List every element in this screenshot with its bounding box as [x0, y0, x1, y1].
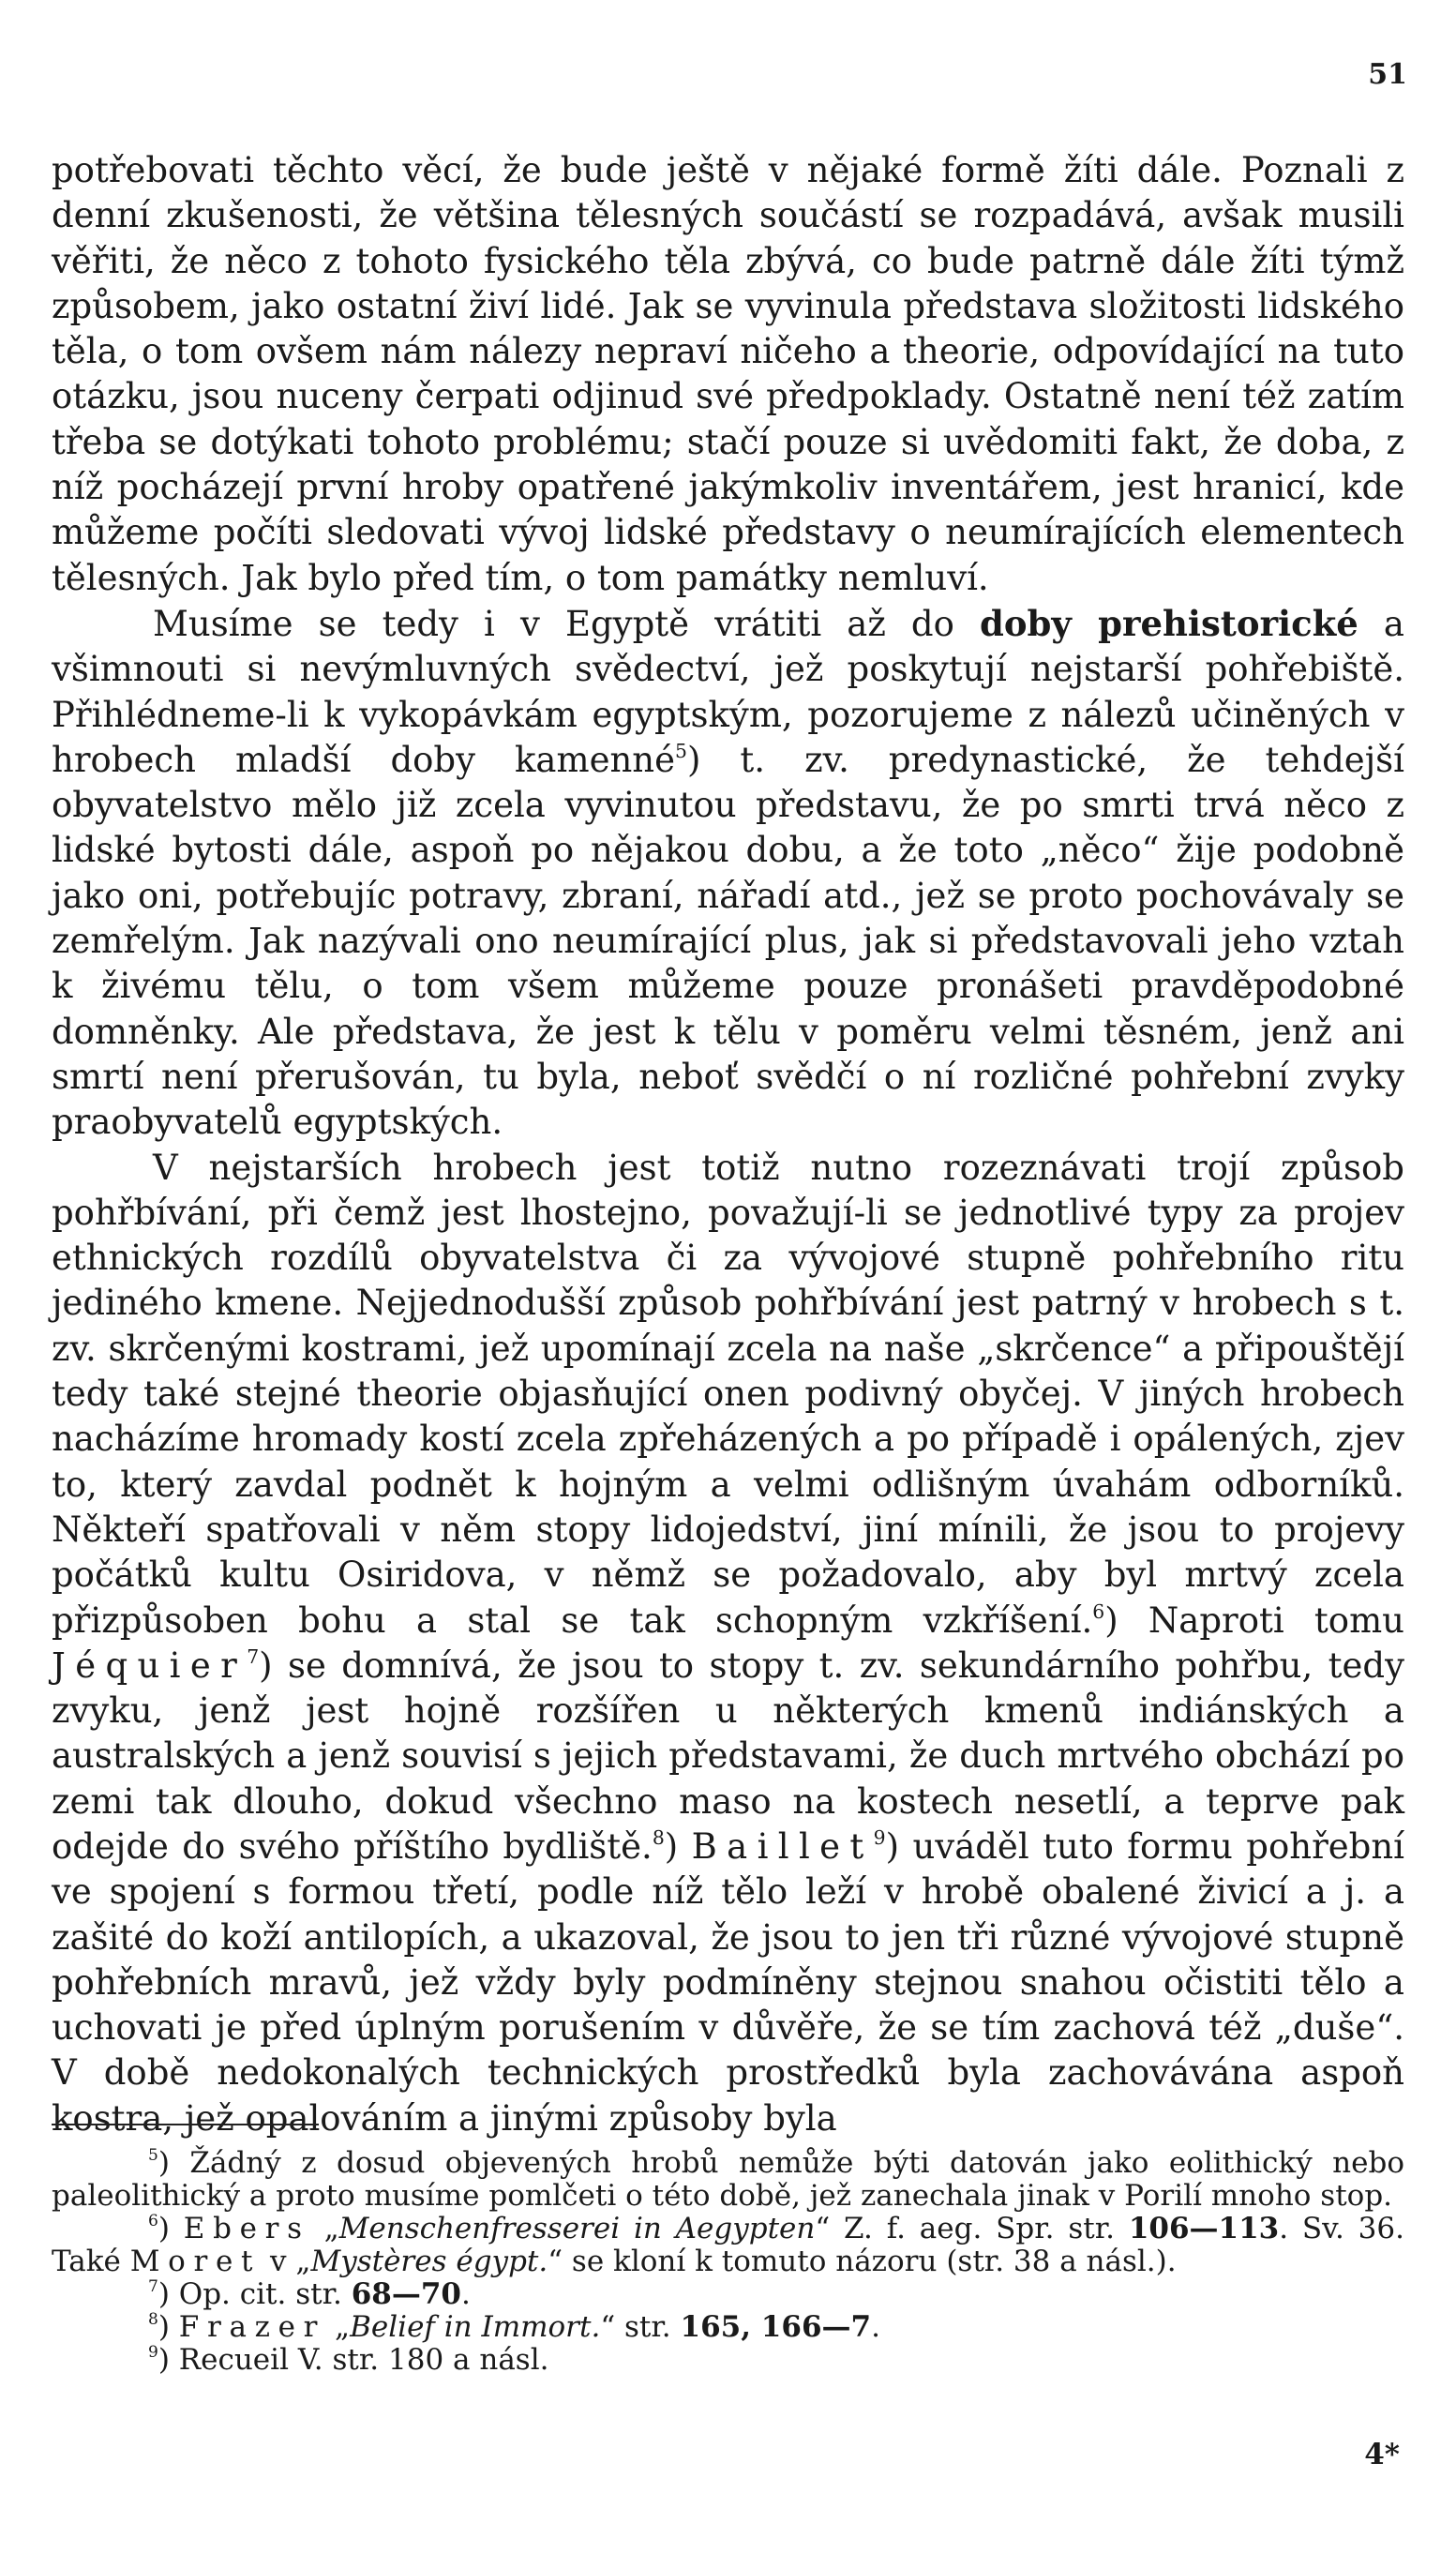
footnote-6-text-d: . Sv. 36. Také	[52, 2212, 1404, 2278]
page-number: 51	[1368, 58, 1407, 91]
footnote-8-text-d: .	[871, 2310, 880, 2344]
title-mysteres: Mystères égypt.	[310, 2245, 548, 2278]
footnote-7-end: .	[460, 2277, 471, 2311]
author-frazer: Frazer	[178, 2310, 326, 2344]
footnote-ref-8[interactable]: 8	[652, 1825, 665, 1849]
printer-signature: 4*	[1364, 2438, 1400, 2471]
footnote-num-8: 8	[148, 2310, 158, 2330]
footnote-7-text: ) Op. cit. str.	[158, 2277, 352, 2311]
paragraph-2-text-b: a všimnouti si nevýmluvných svědectví, jež poskytují nejstarší pohřebiště. Přihlédneme-li k vykopávkám egyptským, pozorujeme z nálezů učiněných v hrobech mladší doby kamenné	[52, 603, 1404, 780]
footnote-num-5: 5	[148, 2146, 158, 2166]
footnote-6-text-e: v „	[261, 2245, 311, 2278]
footnote-8-pages: 165, 166—7	[680, 2310, 872, 2344]
title-menschenfresserei: Menschenfresserei in Aegypten	[338, 2212, 816, 2245]
footnote-8	[52, 2311, 1404, 2344]
footnote-7-pages: 68—70	[351, 2277, 461, 2311]
footnote-6-text-c: “ Z. f. aeg. Spr. str.	[815, 2212, 1129, 2245]
paragraph-3	[52, 1146, 1404, 2142]
footnote-5	[52, 2147, 1404, 2213]
footnote-ref-7[interactable]: 7	[247, 1644, 260, 1668]
footnote-7	[52, 2278, 1404, 2311]
footnote-num-7: 7	[148, 2277, 158, 2297]
author-ebers: Ebers	[183, 2212, 310, 2245]
footnote-num-6: 6	[148, 2212, 158, 2231]
footnote-8-text-b: „	[325, 2310, 351, 2344]
footnote-6-text-a: )	[158, 2212, 184, 2245]
paragraph-2-text-c: ) t. zv. predynastické, že tehdejší obyvatelstvo mělo již zcela vyvinutou představu, že po smrti trvá něco z lidské bytosti dále, aspoň po nějakou dobu, a že toto „něco“ žije podobně jako oni, potřebujíc potravy, zbraní, nářadí atd., jež se proto pochovávaly se zemřelým. Jak nazývali ono neumírající plus, jak si představovali jeho vztah k živému tělu, o tom všem můžeme pouze pronášeti pravděpodobné domněnky. Ale představa, že jest k tělu v poměru velmi těsném, jenž ani smrtí není přerušován, tu byla, neboť svědčí o ní rozličné pohřební zvyky praobyvatelů egyptských.	[52, 739, 1404, 1143]
author-baillet: Baillet	[691, 1825, 874, 1867]
paragraph-3-text-e: ) uváděl tuto formu pohřební ve spojení s formou třetí, podle níž tělo leží v hrobě obalené živicí a j. a zašité do koží antilopích, a ukazoval, že jsou to jen tři různé vývojové stupně pohřebních mravů, jež vždy byly podmíněny stejnou snahou očistiti tělo a uchovati je před úplným porušením v důvěře, že se tím zachová též „duše“. V době nedokonalých technických prostředků byla zachovávána aspoň kostra, jež opalováním a jinými způsoby byla	[52, 1825, 1405, 2139]
footnote-9-text: ) Recueil V. str. 180 a násl.	[158, 2343, 549, 2377]
footnote-6-text-f: “ se kloní k tomuto názoru (str. 38 a násl.).	[548, 2245, 1177, 2278]
footnote-ref-6[interactable]: 6	[1092, 1599, 1105, 1623]
paragraph-3-text-b: ) Naproti tomu	[1104, 1599, 1404, 1641]
footnote-8-text-c: “ str.	[600, 2310, 681, 2344]
footnote-divider	[52, 2124, 319, 2125]
paragraph-1	[52, 148, 1404, 601]
footnote-6	[52, 2213, 1404, 2278]
footnote-num-9: 9	[148, 2343, 158, 2363]
paragraph-3-text-c: ) se domnívá, že jsou to stopy t. zv. sekundárního pohřbu, tedy zvyku, jenž jest hojně rozšířen u některých kmenů indiánských a australských a jenž souvisí s jejich představami, že duch mrtvého obchází po zemi tak dlouho, dokud všechno maso na kostech nesetlí, a teprve pak odejde do svého příštího bydliště.	[52, 1644, 1404, 1867]
author-jequier: Jéquier	[52, 1644, 248, 1686]
footnote-ref-5[interactable]: 5	[675, 739, 687, 762]
footnote-8-text-a: )	[158, 2310, 179, 2344]
footnote-6-text-b: „	[309, 2212, 339, 2245]
footnote-5-text: ) Žádný z dosud objevených hrobů nemůže býti datován jako eolithický nebo paleolithický a proto musíme pomlčeti o této době, jež zanechala jinak v Porilí mnoho stop.	[52, 2146, 1404, 2213]
footnotes	[52, 2147, 1404, 2377]
author-moret: Moret	[129, 2245, 262, 2278]
footnote-6-pages: 106—113	[1128, 2212, 1280, 2245]
paragraph-1-text: potřebovati těchto věcí, že bude ještě v nějaké formě žíti dále. Poznali z denní zkušenosti, že většina tělesných součástí se rozpadává, avšak musili věřiti, že něco z tohoto fysického těla zbývá, co bude patrně dále žíti týmž způsobem, jako ostatní živí lidé. Jak se vyvinula představa složitosti lidského těla, o tom ovšem nám nálezy nepraví ničeho a theorie, odpovídající na tuto otázku, jsou nuceny čerpati odjinud své předpoklady. Ostatně není též zatím třeba se dotýkati tohoto problému; stačí pouze si uvědomiti fakt, že doba, z níž pocházejí první hroby opatřené jakýmkoliv inventářem, jest hranicí, kde můžeme počíti sledovati vývoj lidské představy o neumírajících elementech tělesných. Jak bylo před tím, o tom památky nemluví.	[52, 150, 1404, 598]
paragraph-3-text-d: )	[664, 1825, 692, 1867]
paragraph-2	[52, 601, 1404, 1146]
emphasis-prehistoric: doby prehistorické	[979, 602, 1358, 644]
title-belief-in-immort: Belief in Immort.	[350, 2310, 601, 2344]
footnote-9	[52, 2344, 1404, 2377]
footnote-ref-9[interactable]: 9	[873, 1825, 886, 1849]
paragraph-3-text-a: V nejstarších hrobech jest totiž nutno rozeznávati trojí způsob pohřbívání, při čemž jest lhostejno, považují-li se jednotlivé typy za projev ethnických rozdílů obyvatelstva či za vývojové stupně pohřebního ritu jediného kmene. Nejjednodušší způsob pohřbívání jest patrný v hrobech s t. zv. skrčenými kostrami, jež upomínají zcela na naše „skrčence“ a připouštějí tedy také stejné theorie objasňující onen podivný obyčej. V jiných hrobech nacházíme hromady kostí zcela zpřeházených a po případě i opálených, zjev to, který zavdal podnět k hojným a velmi odlišným úvahám odborníků. Někteří spatřovali v něm stopy lidojedství, jiní mínili, že jsou to projevy počátků kultu Osiridova, v němž se požadovalo, aby byl mrtvý zcela přizpůsoben bohu a stal se tak schopným vzkříšení.	[52, 1147, 1404, 1641]
main-text	[52, 148, 1404, 2141]
paragraph-2-text-a: Musíme se tedy i v Egyptě vrátiti až do	[153, 603, 980, 644]
